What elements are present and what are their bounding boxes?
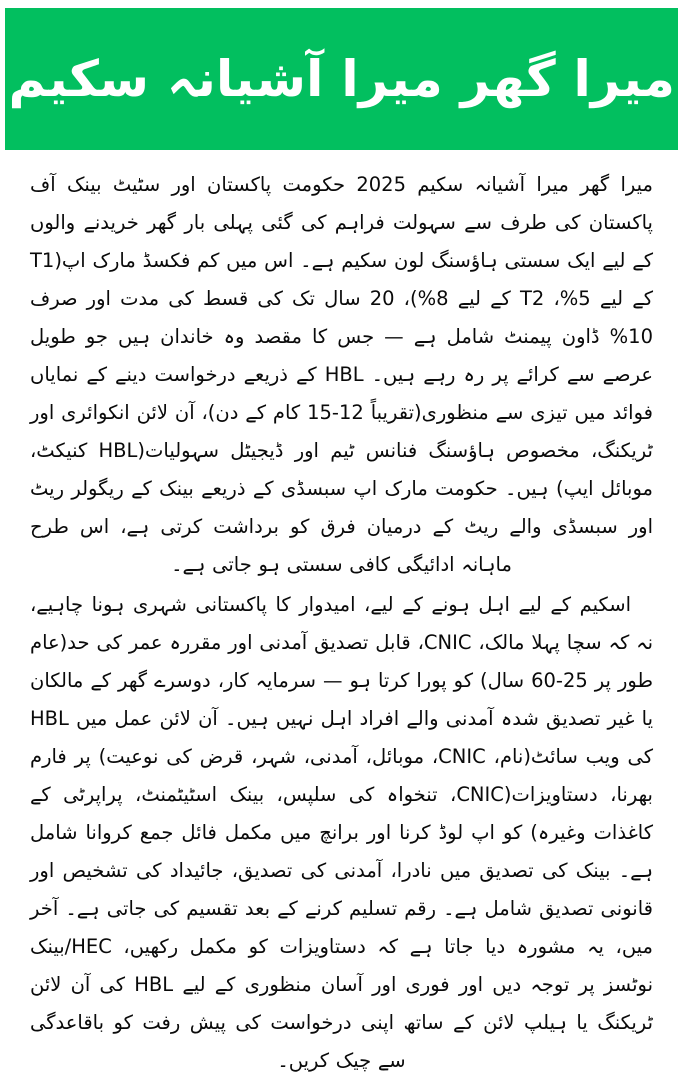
header-banner [5, 8, 678, 150]
page-title: میرا گھر میرا آشیانہ سکیم [8, 49, 675, 108]
paragraph-1: میرا گھر میرا آشیانہ سکیم 2025 حکومت پاکستان اور سٹیٹ بینک آف پاکستان کی طرف سے سہولت فراہم کی گئی پہلی بار گھر خریدنے والوں کے لیے ایک سستی ہاؤسنگ لون سکیم ہے۔ اس میں کم فکسڈ مارک اپ(T1 کے لیے 5%، T2 کے لیے 8%)، 20 سال تک کی قسط کی مدت اور صرف 10% ڈاون پیمنٹ شامل ہے — جس کا مقصد وہ خاندان ہیں جو طویل عرصے سے کرائے پر رہ رہے ہیں۔ HBL کے ذریعے درخواست دینے کے نمایاں فوائد میں تیزی سے منظوری(تقریباً 12-15 کام کے دن)، آن لائن انکوائری اور ٹریکنگ، مخصوص ہاؤسنگ فنانس ٹیم اور ڈیجیٹل سہولیات(HBL کنیکٹ، موبائل ایپ) ہیں۔ حکومت مارک اپ سبسڈی کے ذریعے بینک کے ریگولر ریٹ اور سبسڈی والے ریٹ کے درمیان فرق کو برداشت کرتی ہے، اس طرح ماہانہ ادائیگی کافی سستی ہو جاتی ہے۔ [30, 173, 653, 576]
article-body [30, 166, 653, 1082]
paragraph-2: اسکیم کے لیے اہل ہونے کے لیے، امیدوار کا پاکستانی شہری ہونا چاہیے، نہ کہ سچا پہلا مالک، CNIC، قابل تصدیق آمدنی اور مقررہ عمر کی حد(عام طور پر 25-60 سال) کو پورا کرتا ہو — سرمایہ کار، دوسرے گھر کے مالکان یا غیر تصدیق شدہ آمدنی والے افراد اہل نہیں ہیں۔ آن لائن عمل میں HBL کی ویب سائٹ(نام، CNIC، موبائل، آمدنی، شہر، قرض کی نوعیت) پر فارم بھرنا، دستاویزات(CNIC، تنخواہ کی سلپس، بینک اسٹیٹمنٹ، پراپرٹی کے کاغذات وغیرہ) کو اپ لوڈ کرنا اور برانچ میں مکمل فائل جمع کروانا شامل ہے۔ بینک کی تصدیق میں نادرا، آمدنی کی تصدیق، جائیداد کی تشخیص اور قانونی تصدیق شامل ہے۔ رقم تسلیم کرنے کے بعد تقسیم کی جاتی ہے۔ آخر میں، یہ مشورہ دیا جاتا ہے کہ دستاویزات کو مکمل رکھیں، HEC/بینک نوٹسز پر توجہ دیں اور فوری اور آسان منظوری کے لیے HBL کی آن لائن ٹریکنگ یا ہیلپ لائن کے ساتھ اپنی درخواست کی پیش رفت کو باقاعدگی سے چیک کریں۔ [30, 593, 654, 1072]
